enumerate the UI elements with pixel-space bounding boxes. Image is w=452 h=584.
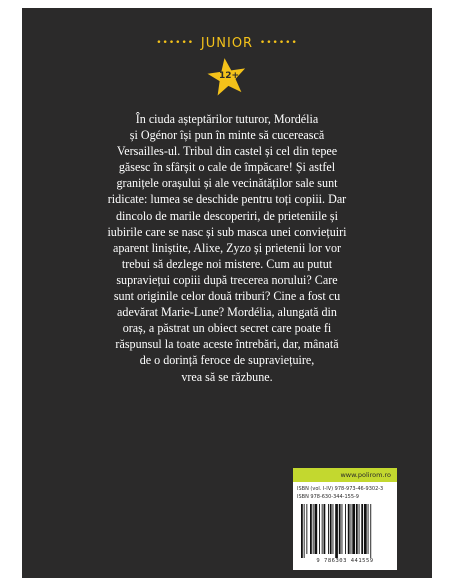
blurb-line: aparent liniștite, Alixe, Zyzo și prietenii lor vor [112,240,342,255]
blurb-line: Versailles-ul. Tribul din castel și cel din tepee [116,144,338,159]
blurb-line: oraș, a păstrat un obiect secret care poate fi [122,321,332,336]
blurb-line: adevărat Marie-Lune? Mordélia, alungată din [117,305,337,320]
blurb-line: găsesc în sfârșit o cale de împăcare! Și astfel [118,160,336,175]
publisher-website: www.polirom.ro [293,468,397,482]
isbn-volume: ISBN 978-630-344-155-9 [297,494,359,500]
blurb-line: granițele orașului și ale vecinătăților sale sunt [116,176,338,191]
barcode-number: 9 786303 441559 [316,558,374,564]
blurb-line: vrea să se răzbune. [181,369,273,384]
barcode-icon [297,504,393,558]
blurb-line: și Ogénor își pun în minte să cucerească [129,128,325,143]
series-dots-right: •••••• [259,38,298,48]
blurb-line: răspunsul la toate aceste întrebări, dar, mânată [115,337,339,352]
blurb-line: dincolo de marile descoperiri, de prieteniile și [116,208,338,223]
book-blurb [42,111,412,385]
book-back-cover [22,8,432,578]
isbn-block [297,485,393,501]
blurb-line: iubirile care se nasc și sub masca unei conviețuiri [107,224,347,239]
blurb-line: supraviețui copiii după trecerea norului? Care [116,272,338,287]
blurb-line: trebui să dezlege noi mistere. Cum au putut [121,256,333,271]
blurb-line: sunt originile celor două triburi? Cine a fost cu [113,289,341,304]
series-name: JUNIOR [200,36,254,51]
series-dots-left: •••••• [156,38,195,48]
blurb-line: ridicate: lumea se deschide pentru toți copiii. Dar [107,192,347,207]
barcode-panel [293,468,397,570]
blurb-line: În ciuda așteptărilor tuturor, Mordélia [135,112,319,126]
isbn-series: ISBN (vol. I-IV) 978-973-46-9302-3 [297,486,384,492]
age-rating: 12+ [218,71,240,81]
blurb-line: de o dorință feroce de supraviețuire, [139,353,315,368]
series-label [22,36,432,51]
